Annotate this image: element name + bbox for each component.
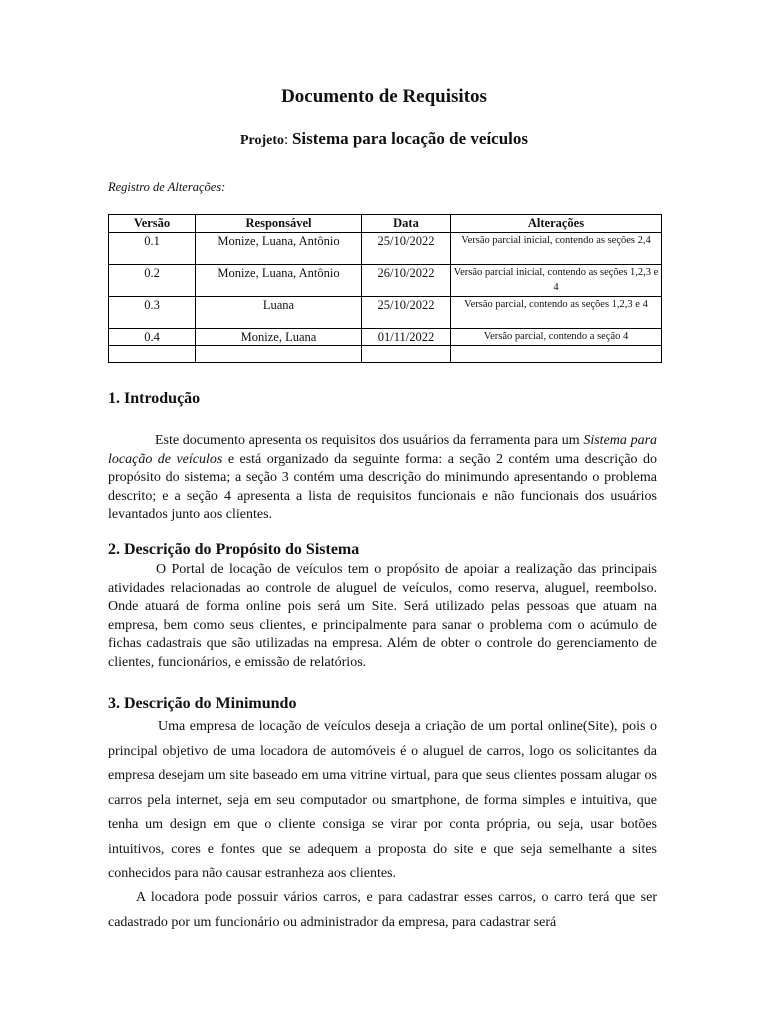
cell-responsible: Luana <box>196 297 362 329</box>
introduction-paragraph <box>108 432 657 525</box>
miniworld-paragraph-2: A locadora pode possuir vários carros, e para cadastrar esses carros, o carro terá que ser cadastrado por um funcionário ou administrador da empresa, para cadastrar será <box>108 890 657 930</box>
header-date: Data <box>362 215 451 233</box>
cell-date: 01/11/2022 <box>362 329 451 346</box>
cell-responsible: Monize, Luana <box>196 329 362 346</box>
section-heading-miniworld: 3. Descrição do Minimundo <box>108 695 297 712</box>
cell-changes: Versão parcial inicial, contendo as seções 1,2,3 e 4 <box>451 265 662 297</box>
header-changes: Alterações <box>451 215 662 233</box>
project-colon: : <box>284 132 292 148</box>
cell-responsible: Monize, Luana, Antônio <box>196 265 362 297</box>
cell-changes: Versão parcial inicial, contendo as seções 2,4 <box>451 233 662 265</box>
cell-responsible: Monize, Luana, Antônio <box>196 233 362 265</box>
table-row-empty <box>109 346 662 363</box>
cell-version: 0.2 <box>109 265 196 297</box>
cell-date: 25/10/2022 <box>362 233 451 265</box>
intro-system-name: Sistema para locação de veículos <box>108 433 658 467</box>
table-row <box>109 329 662 346</box>
cell-date: 25/10/2022 <box>362 297 451 329</box>
cell-empty <box>109 346 196 363</box>
intro-text-after: e está organizado da seguinte forma: a seção 2 contém uma descrição do propósito do sistema; a seção 3 contém uma descrição do minimundo apresentando o problema descrito; e a seção 4 apresenta a lista de requisitos funcionais e não funcionais dos usuários levantados junto aos clientes. <box>108 451 658 522</box>
table-row <box>109 265 662 297</box>
table-row <box>109 297 662 329</box>
intro-text-before: Este documento apresenta os requisitos dos usuários da ferramenta para um <box>155 433 580 448</box>
change-log-label: Registro de Alterações: <box>108 180 226 194</box>
cell-version: 0.1 <box>109 233 196 265</box>
document-title: Documento de Requisitos <box>281 86 487 107</box>
cell-empty <box>196 346 362 363</box>
project-name: Sistema para locação de veículos <box>291 129 529 148</box>
project-label: Projeto <box>239 133 285 148</box>
cell-changes: Versão parcial, contendo a seção 4 <box>451 329 662 346</box>
table-row <box>109 233 662 265</box>
cell-changes: Versão parcial, contendo as seções 1,2,3 e 4 <box>451 297 662 329</box>
cell-version: 0.4 <box>109 329 196 346</box>
section-heading-purpose: 2. Descrição do Propósito do Sistema <box>108 541 360 558</box>
section-heading-introduction: 1. Introdução <box>108 390 201 407</box>
purpose-paragraph: O Portal de locação de veículos tem o propósito de apoiar a realização das principais atividades relacionadas ao controle de aluguel de veículos, como reserva, aluguel, reembolso. Onde atuará de forma online pois será um Site. Será utilizado pelas pessoas que atuam na empresa, bem como seus clientes, e principalmente para sanar o problema com o acúmulo de fichas cadastrais que são utilizadas na empresa. Além de obter o controle do gerenciamento de clientes, funcionários, e emissão de relatórios. <box>108 562 657 670</box>
cell-version: 0.3 <box>109 297 196 329</box>
table-header-row <box>109 215 662 233</box>
header-responsible: Responsável <box>196 215 362 233</box>
cell-date: 26/10/2022 <box>362 265 451 297</box>
header-version: Versão <box>109 215 196 233</box>
change-log-table <box>108 214 662 363</box>
cell-empty <box>362 346 451 363</box>
project-line <box>0 129 768 149</box>
miniworld-paragraph-1: Uma empresa de locação de veículos deseja a criação de um portal online(Site), pois o principal objetivo de uma locadora de automóveis é o aluguel de carros, logo os solicitantes da empresa desejam um site baseado em uma vitrine virtual, para que seus clientes possam alugar os carros pela internet, seja em seu computador ou smartphone, de forma simples e intuitiva, que tenha um design em que o cliente consiga se virar por conta própria, ou seja, usar botões intuitivos, cores e fontes que se adequem a proposta do site e que seja semelhante a sites conhecidos para não causar estranheza aos clientes. <box>108 719 657 881</box>
cell-empty <box>451 346 662 363</box>
